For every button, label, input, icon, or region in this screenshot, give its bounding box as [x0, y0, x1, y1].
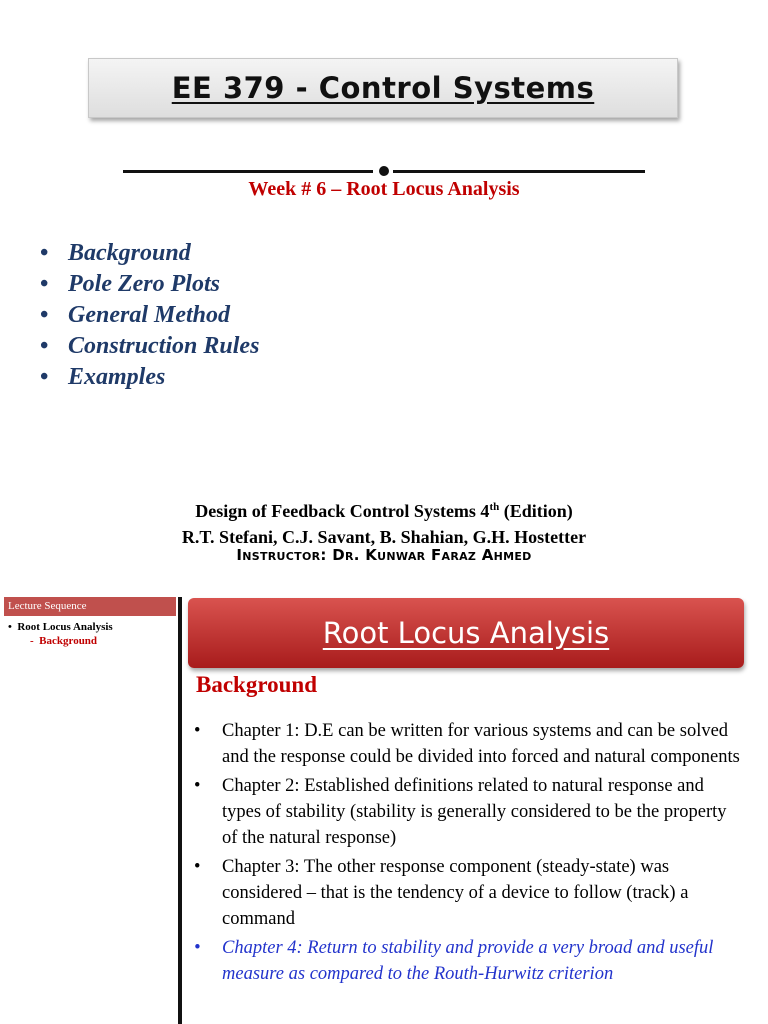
- book-reference: [0, 494, 768, 550]
- lecture-sequence-header: Lecture Sequence: [4, 597, 176, 616]
- bullet-icon: •: [40, 302, 49, 328]
- topic-item: [40, 331, 259, 362]
- title-box: [88, 58, 678, 118]
- topic-label: Background: [68, 240, 191, 266]
- book-authors: R.T. Stefani, C.J. Savant, B. Shahian, G.H. Hostetter: [181, 527, 587, 547]
- topic-label: Pole Zero Plots: [68, 271, 220, 297]
- divider-line-right: [393, 170, 645, 173]
- section-heading: Background: [196, 672, 318, 697]
- topic-item: [40, 269, 259, 300]
- chapter-list: [194, 718, 742, 990]
- section-banner: [188, 598, 744, 668]
- week-subtitle: Week # 6 – Root Locus Analysis: [248, 178, 520, 200]
- bullet-icon: •: [194, 857, 201, 877]
- ornament-divider: [123, 164, 645, 178]
- bullet-icon: •: [8, 621, 18, 633]
- topic-label: Examples: [68, 364, 166, 390]
- chapter-item: • Chapter 2: Established definitions related to natural response and types of stability (stability is generally considered to be the property of the natural response): [194, 773, 742, 851]
- instructor-line: Instructor: Dr. Kunwar Faraz Ahmed: [236, 546, 532, 564]
- topic-item: [40, 300, 259, 331]
- divider-line-left: [123, 170, 373, 173]
- lecture-sequence-list: [8, 620, 113, 648]
- content-slide: [0, 590, 768, 1024]
- vertical-divider: [178, 597, 182, 1024]
- book-title: Design of Feedback Control Systems 4th (Edition): [195, 501, 573, 521]
- topic-label: Construction Rules: [68, 333, 260, 359]
- sequence-item: • Root Locus Analysis: [8, 621, 113, 633]
- bullet-icon: •: [194, 938, 201, 958]
- topic-item: [40, 238, 259, 269]
- dash-icon: -: [30, 635, 40, 647]
- bullet-icon: •: [194, 776, 201, 796]
- topic-item: [40, 362, 259, 393]
- bullet-icon: •: [40, 240, 49, 266]
- bullet-icon: •: [194, 721, 201, 741]
- topic-label: General Method: [68, 302, 230, 328]
- chapter-item: • Chapter 1: D.E can be written for various systems and can be solved and the response could be divided into forced and natural components: [194, 718, 742, 770]
- bullet-icon: •: [40, 271, 49, 297]
- chapter-item: • Chapter 3: The other response component (steady-state) was considered – that is the tendency of a device to follow (track) a command: [194, 854, 742, 932]
- bullet-icon: •: [40, 333, 49, 359]
- banner-title: Root Locus Analysis: [322, 616, 610, 650]
- sequence-subitem: - Background: [30, 635, 98, 647]
- topic-list: [40, 238, 259, 393]
- chapter-item-highlighted: • Chapter 4: Return to stability and provide a very broad and useful measure as compared to the Routh-Hurwitz criterion: [194, 935, 742, 987]
- divider-dot: [379, 166, 389, 176]
- slide-title: EE 379 - Control Systems: [171, 71, 595, 105]
- bullet-icon: •: [40, 364, 49, 390]
